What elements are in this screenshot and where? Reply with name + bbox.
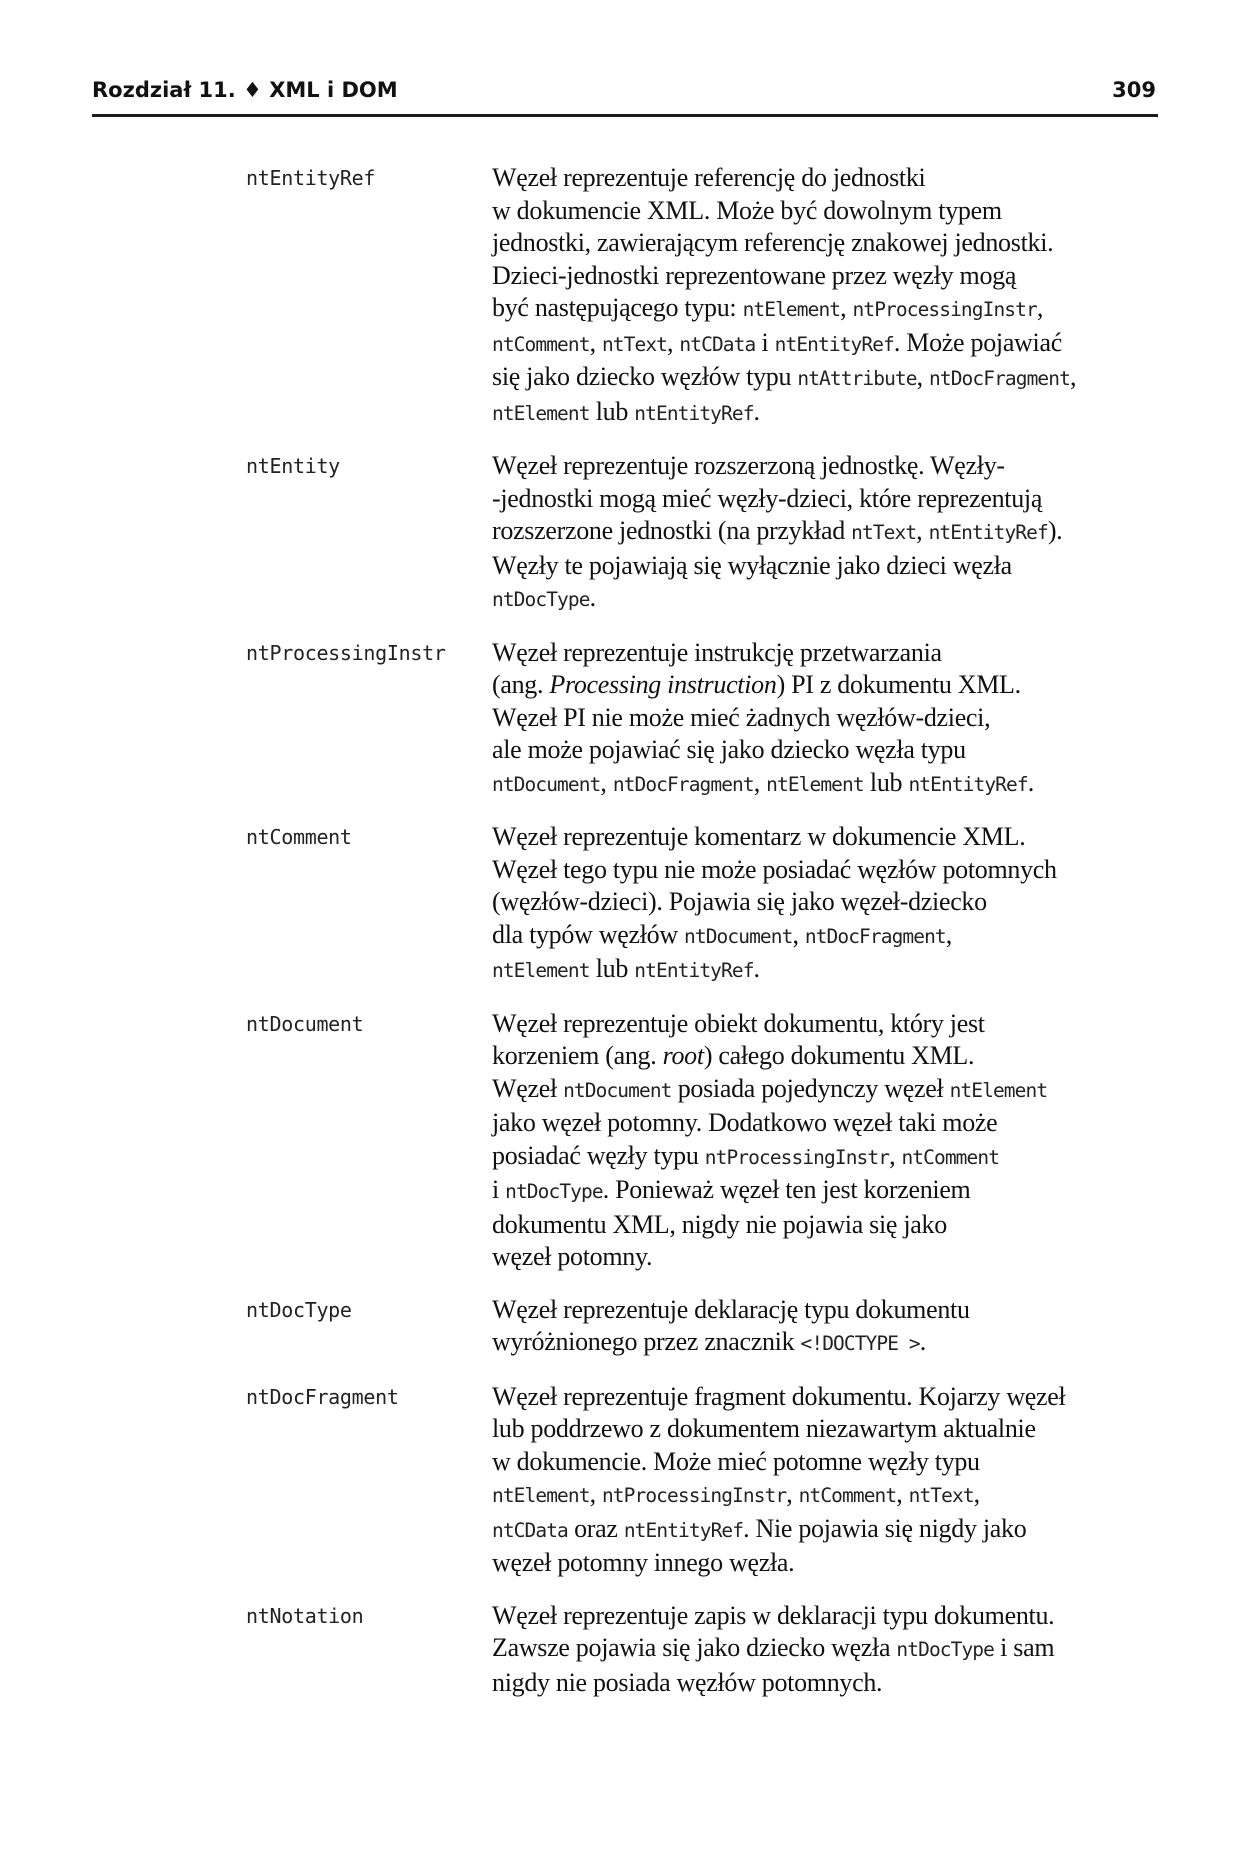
node-type-definition xyxy=(492,1600,1162,1700)
definition-text: , xyxy=(973,1479,980,1508)
code-identifier: ntCData xyxy=(492,1518,568,1542)
entry-spacer xyxy=(246,1580,1166,1600)
node-type-definition xyxy=(492,450,1162,617)
definition-text: Węzły te pojawiają się wyłącznie jako dzieci węzła xyxy=(492,550,1012,580)
definition-text: . xyxy=(1027,767,1034,797)
definition-text: posiadać węzły typu xyxy=(492,1140,705,1170)
code-identifier: ntComment xyxy=(798,1484,897,1507)
code-identifier: ntDocFragment xyxy=(929,367,1070,390)
definition-text: lub poddrzewo z dokumentem niezawartym aktualnie xyxy=(492,1414,1036,1443)
code-identifier: ntDocFragment xyxy=(804,924,946,948)
definition-text: dla typów węzłów xyxy=(492,919,685,949)
definition-text: jako węzeł potomny. Dodatkowo węzeł taki może xyxy=(492,1108,998,1137)
definition-text: rozszerzone jednostki (na przykład xyxy=(492,516,852,545)
page-number: 309 xyxy=(1112,78,1156,102)
definition-text: , xyxy=(1036,293,1044,322)
entry-spacer xyxy=(246,1361,1166,1381)
entry-spacer xyxy=(246,801,1166,821)
node-type-entry xyxy=(246,637,1166,802)
code-identifier: ntText xyxy=(908,1484,974,1507)
definition-text: być następującego typu: xyxy=(492,293,743,322)
definition-text: , xyxy=(753,767,767,797)
code-identifier: ntEntityRef xyxy=(623,1518,744,1542)
node-type-entry xyxy=(246,1381,1166,1580)
definition-text: i xyxy=(755,327,775,357)
definition-text: (ang. xyxy=(492,670,550,699)
code-identifier: ntComment xyxy=(492,332,590,356)
definition-text: Węzeł tego typu nie może posiadać węzłów potomnych xyxy=(492,854,1057,884)
definition-text: . xyxy=(753,396,760,426)
definition-text: , xyxy=(786,1479,799,1508)
definition-text: ). xyxy=(1047,516,1063,545)
emphasized-text: Processing instruction xyxy=(549,670,777,699)
code-identifier: ntText xyxy=(851,521,917,544)
definition-text: Węzeł reprezentuje obiekt dokumentu, który jest xyxy=(492,1008,985,1038)
entry-spacer xyxy=(246,1274,1166,1294)
node-type-term: ntComment xyxy=(246,825,352,849)
definition-text: Dzieci-jednostki reprezentowane przez węzły mogą xyxy=(492,260,1017,290)
entry-spacer xyxy=(246,988,1166,1008)
code-identifier: ntProcessingInstr xyxy=(852,298,1037,321)
code-identifier: ntDocument xyxy=(492,772,601,796)
definition-text: , xyxy=(896,1479,909,1508)
definition-text: , xyxy=(667,327,680,357)
node-type-entry xyxy=(246,1600,1166,1700)
definition-text: , xyxy=(589,1479,602,1508)
code-identifier: ntEntityRef xyxy=(634,959,754,982)
definition-text: się jako dziecko węzłów typu xyxy=(492,362,798,391)
code-identifier: ntElement xyxy=(492,1484,590,1507)
definition-text: nigdy nie posiada węzłów potomnych. xyxy=(492,1667,883,1697)
code-identifier: ntProcessingInstr xyxy=(704,1145,890,1169)
definition-text: jednostki, zawierającym referencję znakowej jednostki. xyxy=(492,228,1054,257)
definition-text: , xyxy=(840,293,853,322)
definition-text: i sam xyxy=(993,1633,1055,1662)
definition-text: Zawsze pojawia się jako dziecko węzła xyxy=(492,1633,897,1662)
code-identifier: ntDocFragment xyxy=(612,772,754,796)
definition-text: , xyxy=(889,1140,902,1170)
node-type-term: ntProcessingInstr xyxy=(246,640,446,665)
definition-text: dokumentu XML, nigdy nie pojawia się jako xyxy=(492,1209,947,1239)
node-type-term: ntNotation xyxy=(246,1603,364,1628)
code-identifier: ntDocType xyxy=(896,1638,994,1661)
definition-text: . xyxy=(919,1327,926,1356)
definition-text: , xyxy=(792,919,805,949)
definition-text: , xyxy=(916,516,929,545)
definition-text: węzeł potomny innego węzła. xyxy=(492,1548,795,1577)
node-type-definition xyxy=(492,1294,1162,1361)
definition-text: (węzłów-dzieci). Pojawia się jako węzeł-dziecko xyxy=(492,887,987,916)
code-identifier: ntDocument xyxy=(563,1078,672,1102)
definition-text: -jednostki mogą mieć węzły-dzieci, które reprezentują xyxy=(492,483,1043,513)
node-type-entry xyxy=(246,1294,1166,1361)
definition-text: oraz xyxy=(567,1513,624,1543)
definition-text: . xyxy=(753,954,760,983)
definition-text: w dokumencie. Może mieć potomne węzły typu xyxy=(492,1446,980,1476)
definition-text: posiada pojedynczy węzeł xyxy=(671,1073,950,1103)
node-type-term: ntDocType xyxy=(246,1297,352,1322)
definition-text: Węzeł reprezentuje zapis w deklaracji typu dokumentu. xyxy=(492,1600,1055,1630)
definition-text: Węzeł reprezentuje fragment dokumentu. Kojarzy węzeł xyxy=(492,1381,1066,1411)
code-identifier: <!DOCTYPE > xyxy=(800,1332,920,1355)
definition-text: korzeniem (ang. xyxy=(492,1041,663,1070)
definition-text: ) całego dokumentu XML. xyxy=(703,1041,975,1070)
definition-text: ) PI z dokumentu XML. xyxy=(776,670,1021,699)
node-type-entry xyxy=(246,162,1166,430)
definition-text: lub xyxy=(589,396,635,426)
definition-text: , xyxy=(589,327,602,357)
code-identifier: ntEntityRef xyxy=(928,521,1048,544)
node-type-definition xyxy=(492,1008,1162,1274)
code-identifier: ntElement xyxy=(949,1078,1048,1102)
definition-text: Węzeł reprezentuje deklarację typu dokumentu xyxy=(492,1294,970,1324)
node-type-entry xyxy=(246,450,1166,617)
node-type-entry xyxy=(246,1008,1166,1274)
definition-text: Węzeł reprezentuje instrukcję przetwarzania xyxy=(492,637,942,667)
node-type-term: ntDocument xyxy=(246,1011,364,1036)
definition-text: . Ponieważ węzeł ten jest korzeniem xyxy=(602,1175,971,1204)
emphasized-text: root xyxy=(662,1041,704,1070)
code-identifier: ntElement xyxy=(766,772,864,796)
node-type-definition xyxy=(492,821,1162,988)
node-type-definition xyxy=(492,637,1162,802)
definition-text: Węzeł reprezentuje rozszerzoną jednostkę. Węzły- xyxy=(492,451,1005,480)
node-type-definition xyxy=(492,1381,1162,1580)
code-identifier: ntComment xyxy=(901,1145,1000,1169)
node-type-definition xyxy=(492,162,1162,430)
definition-text: , xyxy=(600,767,613,797)
node-type-term: ntEntityRef xyxy=(246,166,376,190)
definition-text: Węzeł reprezentuje referencję do jednostki xyxy=(492,163,926,192)
definition-text: Węzeł reprezentuje komentarz w dokumencie XML. xyxy=(492,822,1026,851)
code-identifier: ntDocType xyxy=(492,588,590,611)
code-identifier: ntCData xyxy=(679,332,756,356)
entry-spacer xyxy=(246,617,1166,637)
code-identifier: ntEntityRef xyxy=(908,772,1028,796)
running-head xyxy=(92,78,1158,117)
chapter-title: Rozdział 11. ♦ XML i DOM xyxy=(92,78,398,102)
definition-text: , xyxy=(1069,362,1077,391)
definition-text: węzeł potomny. xyxy=(492,1242,653,1271)
definition-text: . xyxy=(589,583,596,612)
definition-text: lub xyxy=(863,767,909,797)
definition-text: wyróżnionego przez znacznik xyxy=(492,1327,801,1356)
node-type-list xyxy=(246,162,1166,1699)
definition-text: lub xyxy=(589,954,635,983)
code-identifier: ntDocument xyxy=(684,924,793,948)
definition-text: , xyxy=(916,362,930,391)
definition-text: Węzeł PI nie może mieć żadnych węzłów-dzieci, xyxy=(492,702,991,732)
node-type-term: ntDocFragment xyxy=(246,1384,399,1409)
definition-text: ale może pojawiać się jako dziecko węzła typu xyxy=(492,735,966,764)
code-identifier: ntEntityRef xyxy=(634,401,754,425)
code-identifier: ntElement xyxy=(742,298,841,321)
code-identifier: ntEntityRef xyxy=(774,332,894,356)
definition-text: w dokumencie XML. Może być dowolnym typem xyxy=(492,195,1002,225)
code-identifier: ntElement xyxy=(492,959,590,982)
definition-text: . Może pojawiać xyxy=(893,327,1062,357)
code-identifier: ntText xyxy=(601,332,668,356)
node-type-term: ntEntity xyxy=(246,454,340,478)
code-identifier: ntElement xyxy=(492,401,590,425)
node-type-entry xyxy=(246,821,1166,988)
code-identifier: ntDocType xyxy=(505,1180,603,1203)
entry-spacer xyxy=(246,430,1166,450)
code-identifier: ntProcessingInstr xyxy=(601,1484,787,1507)
definition-text: Węzeł xyxy=(492,1073,564,1103)
definition-text: i xyxy=(492,1175,506,1204)
code-identifier: ntAttribute xyxy=(797,367,917,390)
definition-text: , xyxy=(945,919,952,949)
definition-text: . Nie pojawia się nigdy jako xyxy=(743,1513,1027,1543)
